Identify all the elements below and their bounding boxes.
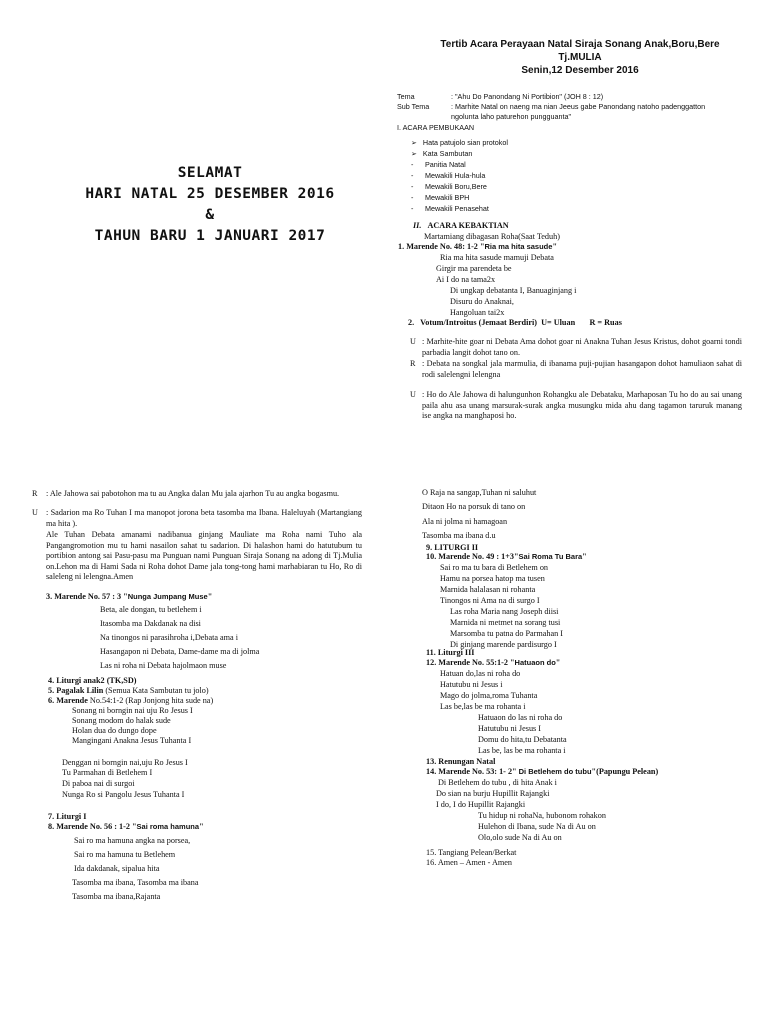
song-10-lyric-1: Sai ro ma tu bara di Betlehem on xyxy=(440,563,549,572)
item-15: 15. Tangiang Pelean/Berkat xyxy=(426,848,517,857)
song-1-lyric-1: Ria ma hita sasude mamuji Debata xyxy=(440,253,554,262)
item-5-title: 5. Pagalak Lilin xyxy=(48,686,106,695)
program-header xyxy=(395,38,765,77)
song-3-lyric-5: Las ni roha ni Debata hajolmaon muse xyxy=(100,661,227,670)
section-2-number: II. xyxy=(413,221,422,230)
song-8-lyric-5: Tasomba ma ibana,Rajanta xyxy=(72,892,161,901)
section-1-list xyxy=(411,138,508,214)
song-14-end: "(Papungu Pelean) xyxy=(591,767,659,776)
song-14-lyric-1: Di Betlehem do tubu , di hita Anak i xyxy=(438,778,557,787)
song-14-lyric-4: Tu hidup ni rohaNa, hubonom rohakon xyxy=(478,811,606,820)
song-10-lyric-4: Tinongos ni Ama na di surgo I xyxy=(440,596,540,605)
song-10-title xyxy=(426,552,587,563)
prayer-paragraph: Ale Tuhan Debata amanami nadibanua ginjang Mauliate ma Roha nami Tuho ala Pangangromotion mu tu hami nasailon sahat tu sadarion. Di halashon hami do hatutubum tu portibion antong sai Pasu-pasu ma Punguan nami Punguan Siraja Sonang na adong di Tj.Mulia on.Lehon ma di Hami Sada ni Roha dohot Dame jala tong-tong hami marhabiaran tu Ho, Ro di saleleng ni lelengna.Amen xyxy=(46,530,362,581)
song-12-end: " xyxy=(555,658,561,667)
subtema-label: Sub Tema xyxy=(397,102,430,111)
hymn-line-3: Ala ni jolma ni hamagoan xyxy=(422,517,508,526)
welcome-line-1: SELAMAT xyxy=(177,165,243,181)
item-13: 13. Renungan Natal xyxy=(426,757,496,766)
song-1-lyric-6: Hangoluan tai2x xyxy=(450,308,505,317)
song-10-name: Sai Roma Tu Bara xyxy=(518,552,583,561)
hymn-line-1: O Raja na sangap,Tuhan ni saluhut xyxy=(422,488,537,497)
song-6b-lyric-2: Tu Parmahan di Betlehem I xyxy=(62,768,153,777)
song-12-lyric-6: Hatutubu ni Jesus I xyxy=(478,724,541,733)
item-6 xyxy=(48,696,213,707)
song-3-label: 3. Marende No. 57 : 3 " xyxy=(46,592,128,601)
song-8-lyric-2: Sai ro ma hamuna tu Betlehem xyxy=(74,850,176,859)
song-14-lyric-2: Do sian na burju Hupillit Rajangki xyxy=(436,789,550,798)
song-8-label: 8. Marende No. 56 : 1-2 " xyxy=(48,822,137,831)
section-1-heading: I. ACARA PEMBUKAAN xyxy=(397,123,475,132)
song-6b-lyric-3: Di paboa nai di surgoi xyxy=(62,779,135,788)
song-8-end: " xyxy=(199,822,204,831)
item-11: 11. Liturgi III xyxy=(426,648,475,657)
song-8-lyric-4: Tasomba ma ibana, Tasomba ma ibana xyxy=(72,878,199,887)
song-1-end: " xyxy=(552,242,557,251)
item-4: 4. Liturgi anak2 (TK,SD) xyxy=(48,676,137,685)
u1-tag: U xyxy=(410,337,416,346)
section-2-title: ACARA KEBAKTIAN xyxy=(427,221,509,230)
song-12-name: Hatuaon do xyxy=(514,658,556,667)
section-2-subtitle: Martamiang dibagasan Roha(Saat Teduh) xyxy=(424,232,560,241)
song-6b-lyric-1: Denggan ni borngin nai,uju Ro Jesus I xyxy=(62,758,188,767)
r1-text: : Debata na songkal jala marmulia, di ibanama puji-pujian hasangapon dohot hamuliaon sahat di rodi salelengni lelengna xyxy=(422,359,742,379)
hymn-line-4: Tasomba ma ibana d.u xyxy=(422,531,496,540)
song-6b-lyric-4: Nunga Ro si Pangolu Jesus Tuhanta I xyxy=(62,790,185,799)
song-10-lyric-3: Marnida halalasan ni rohanta xyxy=(440,585,536,594)
song-10-lyric-8: Di ginjang marende pardisurgo I xyxy=(450,640,557,649)
song-12-label: 12. Marende No. 55:1-2 " xyxy=(426,658,515,667)
item-5-note: (Semua Kata Sambutan tu jolo) xyxy=(105,686,209,695)
song-1-title xyxy=(398,242,557,253)
song-10-lyric-5: Las roha Maria nang Joseph diisi xyxy=(450,607,559,616)
hymn-line-2: Ditaon Ho na porsuk di tano on xyxy=(422,502,526,511)
section-2-heading xyxy=(413,221,509,232)
votum-heading: 2. Votum/Introitus (Jemaat Berdiri) U= Uluan R = Ruas xyxy=(408,318,622,327)
song-10-label: 10. Marende No. 49 : 1+3" xyxy=(426,552,519,561)
song-14-lyric-5: Hulehon di Ibana, sude Na di Au on xyxy=(478,822,596,831)
item-6-note: No.54:1-2 (Rap Jonjong hita sude na) xyxy=(89,696,214,705)
song-12-lyric-4: Las be,las be ma rohanta i xyxy=(440,702,526,711)
item-9: 9. LITURGI II xyxy=(426,543,479,552)
song-14-title xyxy=(426,767,658,778)
song-12-lyric-3: Mago do jolma,roma Tuhanta xyxy=(440,691,538,700)
header-date: Senin,12 Desember 2016 xyxy=(521,65,639,76)
song-14-label: 14. Marende No. 53: 1- 2" xyxy=(426,767,519,776)
song-12-lyric-2: Hatutubu ni Jesus i xyxy=(440,680,503,689)
song-6-lyric-4: Mangingani Anakna Jesus Tuhanta I xyxy=(72,736,192,745)
u2-text: : Ho do Ale Jahowa di halungunhon Rohangku ale Debataku, Marhaposan Tu ho do au sai unang paila ahu asa unang marsurak-surak angka musungku mida ahu dang tagamon taruruk manang ise angka na manghaposi ho. xyxy=(422,390,742,420)
song-3-lyric-3: Na tinongos ni parasihroha i,Debata ama i xyxy=(100,633,239,642)
song-8-name: Sai roma hamuna xyxy=(136,822,200,831)
song-14-lyric-3: I do, I do Hupillit Rajangki xyxy=(436,800,526,809)
list-item: ➢ Kata Sambutan xyxy=(411,149,508,160)
song-3-lyric-2: Itasomba ma Dakdanak na disi xyxy=(100,619,201,628)
song-10-end: " xyxy=(582,552,587,561)
song-12-lyric-8: Las be, las be ma rohanta i xyxy=(478,746,566,755)
list-item: - Panitia Natal xyxy=(411,159,508,170)
song-1-lyric-5: Disuru do Anaknai, xyxy=(450,297,514,306)
item-16: 16. Amen – Amen - Amen xyxy=(426,858,512,867)
song-8-title xyxy=(48,822,204,833)
song-3-end: " xyxy=(207,592,213,601)
song-6-lyric-2: Sonang modom do halak sude xyxy=(72,716,171,725)
r-text: : Ale Jahowa sai pabotohon ma tu au Angka dalan Mu jala ajarhon Tu au angka bogasmu. xyxy=(46,489,340,498)
song-12-lyric-7: Domu do hita,tu Debatanta xyxy=(478,735,567,744)
welcome-line-3: & xyxy=(205,207,215,223)
song-10-lyric-7: Marsomba tu patna do Parmahan I xyxy=(450,629,564,638)
subtema-value-line-2: ngolunta laho paturehon pungguanta" xyxy=(451,111,572,121)
song-8-lyric-3: Ida dakdanak, sipalua hita xyxy=(74,864,160,873)
welcome-line-2: HARI NATAL 25 DESEMBER 2016 xyxy=(85,186,335,202)
song-8-lyric-1: Sai ro ma hamuna angka na porsea, xyxy=(74,836,191,845)
list-item: ➢ Hata patujolo sian protokol xyxy=(411,138,508,149)
list-item: - Mewakili Boru,Bere xyxy=(411,181,508,192)
tema-value: : "Ahu Do Panondang Ni Portibion" (JOH 8 : 12) xyxy=(451,92,604,101)
r-tag: R xyxy=(32,489,38,498)
r1-tag: R xyxy=(410,359,416,368)
u1-text: : Marhite-hite goar ni Debata Ama dohot goar ni Anakna Tuhan Jesus Kristus, dohot goarni tondi parbadia langit dohot tano on. xyxy=(422,337,742,357)
song-1-lyric-2: Girgir ma parendeta be xyxy=(436,264,512,273)
tema-label: Tema xyxy=(397,92,415,101)
welcome-line-4: TAHUN BARU 1 JANUARI 2017 xyxy=(94,228,326,244)
song-14-lyric-6: Olo,olo sude Na di Au on xyxy=(478,833,562,842)
u2-tag: U xyxy=(410,390,416,399)
subtema-value-line-1: : Marhite Natal on naeng ma nian Jeeus gabe Panondang natoho padenggatton xyxy=(451,102,706,111)
song-1-lyric-4: Di ungkap debatanta I, Banuaginjang i xyxy=(450,286,577,295)
item-6-title: 6. Marende xyxy=(48,696,90,705)
subtema-value xyxy=(451,102,751,121)
song-12-title xyxy=(426,658,560,669)
song-12-lyric-1: Hatuan do,las ni roha do xyxy=(440,669,521,678)
song-14-name: Di Betlehem do tubu xyxy=(518,767,592,776)
song-6-lyric-3: Holan dua do dungo dope xyxy=(72,726,157,735)
u-text: : Sadarion ma Ro Tuhan I ma manopot jorona beta tasomba ma Ibana. Haleluyah (Martangiang ma hita ). xyxy=(46,508,362,528)
header-title: Tertib Acara Perayaan Natal Siraja Sonang Anak,Boru,Bere xyxy=(440,39,720,50)
song-10-lyric-2: Hamu na porsea hatop ma tusen xyxy=(440,574,545,583)
u-tag: U xyxy=(32,508,38,517)
list-item: - Mewakili BPH xyxy=(411,192,508,203)
item-7: 7. Liturgi I xyxy=(48,812,87,821)
song-1-name: Ria ma hita sasude xyxy=(484,242,553,251)
list-item: - Mewakili Hula-hula xyxy=(411,170,508,181)
song-3-title xyxy=(46,592,212,603)
song-3-lyric-1: Beta, ale dongan, tu betlehem i xyxy=(100,605,202,614)
header-location: Tj.MULIA xyxy=(558,52,602,63)
song-3-lyric-4: Hasangapon ni Debata, Dame-dame ma di jolma xyxy=(100,647,260,656)
song-10-lyric-6: Marnida ni metmet na sorang tusi xyxy=(450,618,561,627)
song-1-lyric-3: Ai I do na tama2x xyxy=(436,275,496,284)
song-12-lyric-5: Hatuaon do las ni roha do xyxy=(478,713,563,722)
song-3-name: Nunga Jumpang Muse xyxy=(127,592,208,601)
song-1-label: 1. Marende No. 48: 1-2 " xyxy=(398,242,485,251)
song-6-lyric-1: Sonang ni borngin nai uju Ro Jesus I xyxy=(72,706,193,715)
list-item: - Mewakili Penasehat xyxy=(411,203,508,214)
item-5 xyxy=(48,686,209,697)
